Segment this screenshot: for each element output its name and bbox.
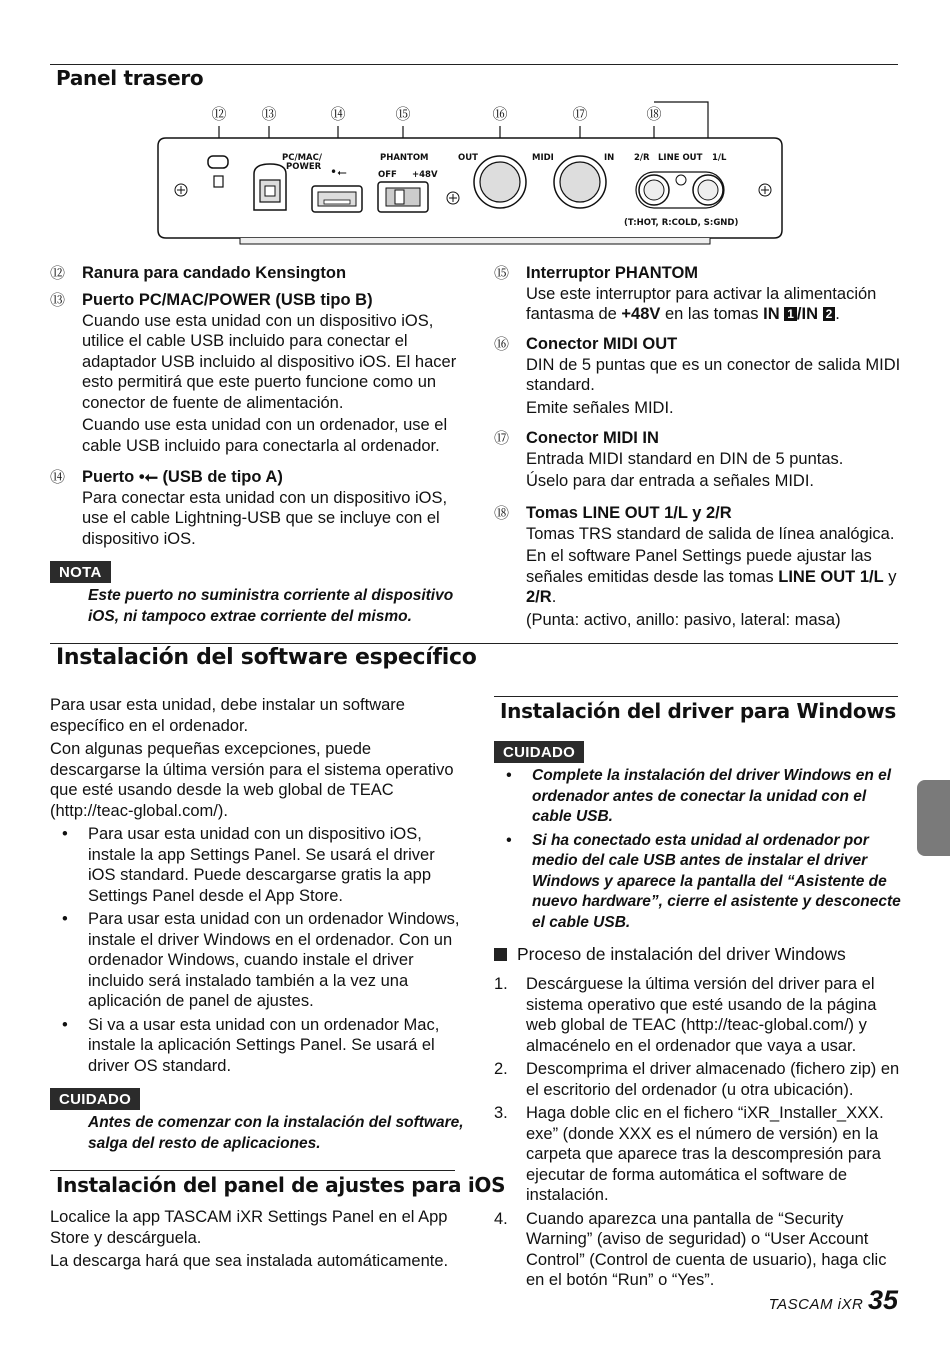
label-pcmac: PC/MAC/ [282, 153, 322, 163]
callout-13: ⑬ [261, 105, 277, 123]
label-off: OFF [378, 170, 397, 180]
install-title: Instalación del software específico [56, 645, 477, 670]
ios-title: Instalación del panel de ajustes para iOS [56, 1173, 506, 1197]
item-usb-b-para1: Cuando use esta unidad con un dispositivo iOS, utilice el cable USB incluido para conectar el adaptador USB incluido al dispositivo iOS. El hacer esto permitirá que este puerto funcione como un conector de fuente de alimentación. [82, 311, 457, 412]
windows-caution [494, 741, 904, 936]
item-phantom-title: Interruptor PHANTOM [526, 264, 699, 282]
callout-14: ⑭ [330, 105, 346, 123]
item-midi-in-title: Conector MIDI IN [526, 429, 659, 447]
item-phantom: ⑮ Interruptor PHANTOM Use este interruptor para activar la alimentación fantasma de +48V en las tomas IN 1 /IN 2 . [494, 263, 904, 325]
in1-box: 1 [784, 307, 797, 321]
callout-15: ⑮ [395, 105, 411, 123]
label-2r: 2/R [634, 153, 650, 163]
callout-17: ⑰ [572, 105, 588, 123]
list-item: 2. Descomprima el driver almacenado (fichero zip) en el escritorio del ordenador (u otra ubicación). [494, 1060, 900, 1099]
proc-heading [494, 944, 904, 966]
in2-box: 2 [823, 307, 836, 321]
list-item: • Si va a usar esta unidad con un ordenador Mac, instale la aplicación Settings Panel. Se usará el driver OS standard. [50, 1015, 462, 1077]
rear-panel-illustration [150, 98, 790, 248]
item-midi-out-title: Conector MIDI OUT [526, 335, 678, 353]
windows-caution-bullets [494, 766, 904, 933]
install-caution [50, 1088, 465, 1154]
list-item: 3. Haga doble clic en el fichero “iXR_Installer_XXX. exe” (donde XXX es el número de versión) en la carpeta que aparece tras la descompresión para ejecutar de forma automática el software de instalación. [494, 1104, 884, 1204]
list-item: • Para usar esta unidad con un ordenador Windows, instale el driver Windows en el ordenador. Con un ordenador Windows, cuando instale el driver incluido será instalado también a la vez una aplicación de panel de ajustes. [50, 909, 462, 1012]
usb-symbol-icon: •⭠ [330, 165, 347, 179]
page-number: 35 [867, 1285, 898, 1315]
item-line-out-title: Tomas LINE OUT 1/L y 2/R [526, 504, 732, 522]
item-midi-in: ⑰ Conector MIDI IN Entrada MIDI standard en DIN de 5 puntas. Úselo para dar entrada a señales MIDI. [494, 428, 904, 492]
install-rule [50, 643, 898, 644]
list-item: 4. Cuando aparezca una pantalla de “Security Warning” (aviso de seguridad) o “User Account Control” (Control de cuenta de usuario), haga clic en el botón “Run” o “Yes”. [494, 1209, 887, 1289]
label-lineout: LINE OUT [658, 153, 703, 163]
nota-block [50, 561, 465, 627]
label-out: OUT [458, 153, 478, 163]
item-usb-a-title-post: (USB de tipo A) [162, 468, 283, 486]
label-1l: 1/L [712, 153, 727, 163]
install-bullets [50, 824, 462, 1076]
square-icon [494, 948, 507, 961]
windows-caution-badge: CUIDADO [494, 741, 584, 763]
side-tab [917, 780, 950, 856]
footer-brand: TASCAM iXR [768, 1296, 864, 1313]
item-usb-b: ⑬ Puerto PC/MAC/POWER (USB tipo B) Cuando use esta unidad con un dispositivo iOS, utilice el cable USB incluido para conectar el adaptador USB incluido al dispositivo iOS. El hacer esto permitirá que este puerto funcione como un conector de fuente de alimentación. Cuando use esta unidad con un ordenador, use el cable USB incluido para conectarla al ordenador. [50, 290, 460, 456]
callout-16: ⑯ [492, 105, 508, 123]
callout-18: ⑱ [646, 105, 662, 123]
item-usb-a-title-pre: Puerto [82, 468, 135, 486]
label-trs: (T:HOT, R:COLD, S:GND) [624, 218, 739, 228]
ios-body: Localice la app TASCAM iXR Settings Panel en el App Store y descárguela. La descarga hará que sea instalada automáticamente. [50, 1208, 449, 1270]
list-item: 1. Descárguese la última versión del driver para el sistema operativo que esté usando de la página web global de TEAC (http://teac-global.com/) y almacénelo en el ordenador que vaya a usar. [494, 975, 877, 1055]
callout-12: ⑫ [211, 105, 227, 123]
usb-icon: •⭠ [138, 468, 158, 486]
footer [768, 1285, 898, 1316]
install-intro1: Para usar esta unidad, debe instalar un software específico en el ordenador. [50, 696, 405, 735]
proc-title: Proceso de instalación del driver Windows [517, 944, 846, 964]
label-phantom: PHANTOM [380, 153, 429, 163]
install-body [50, 695, 462, 1079]
install-intro2: Con algunas pequeñas excepciones, puede descargarse la última versión para el sistema operativo que esté usando desde la web global de TEAC (http://teac-global.com/). [50, 740, 454, 820]
nota-text: Este puerto no suministra corriente al dispositivo iOS, ni tampoco extrae corriente del mismo. [88, 587, 454, 625]
list-item: • Si ha conectado esta unidad al ordenador por medio del cale USB antes de instalar el driver Windows y aparece la pantalla del “Asistente de nuevo hardware”, cierre el asistente y desconecte el cable USB. [494, 831, 904, 934]
item-usb-a-para: Para conectar esta unidad con un dispositivo iOS, use el cable Lightning-USB que se incluye con el dispositivo iOS. [82, 488, 448, 548]
item-usb-b-title: Puerto PC/MAC/POWER (USB tipo B) [82, 291, 373, 309]
rear-panel-title: Panel trasero [56, 66, 204, 90]
item-kensington: ⑫ Ranura para candado Kensington [50, 263, 460, 284]
caution-badge: CUIDADO [50, 1088, 140, 1110]
label-48v: +48V [412, 170, 438, 180]
top-rule [50, 64, 898, 65]
item-usb-a: ⑭ Puerto •⭠ (USB de tipo A) Para conectar esta unidad con un dispositivo iOS, use el cable Lightning-USB que se incluye con el dispositivo iOS. [50, 467, 460, 549]
label-midi: MIDI [532, 153, 554, 163]
label-power: POWER [286, 162, 322, 172]
item-kensington-title: Ranura para candado Kensington [82, 264, 347, 282]
windows-rule [494, 696, 898, 697]
ios-rule [50, 1170, 455, 1171]
nota-badge: NOTA [50, 561, 111, 583]
item-line-out: ⑱ Tomas LINE OUT 1/L y 2/R Tomas TRS standard de salida de línea analógica. En el software Panel Settings puede ajustar las señales emitidas desde las tomas LINE OUT 1/L y 2/R. (Punta: activo, anillo: pasivo, lateral: masa) [494, 503, 904, 630]
item-midi-out: ⑯ Conector MIDI OUT DIN de 5 puntas que es un conector de salida MIDI standard. Emite señales MIDI. [494, 334, 904, 418]
windows-title: Instalación del driver para Windows [500, 699, 897, 723]
caution-text: Antes de comenzar con la instalación del software, salga del resto de aplicaciones. [88, 1114, 464, 1152]
windows-steps [494, 974, 902, 1294]
item-usb-b-para2: Cuando use esta unidad con un ordenador, use el cable USB incluido para conectarla al ordenador. [82, 416, 448, 455]
list-item: • Complete la instalación del driver Windows en el ordenador antes de conectar la unidad con el cable USB. [494, 766, 904, 828]
list-item: • Para usar esta unidad con un dispositivo iOS, instale la app Settings Panel. Se usará el driver iOS standard. Puede descargarse gratis la app Settings Panel desde el App Store. [50, 824, 462, 906]
label-in: IN [604, 153, 615, 163]
